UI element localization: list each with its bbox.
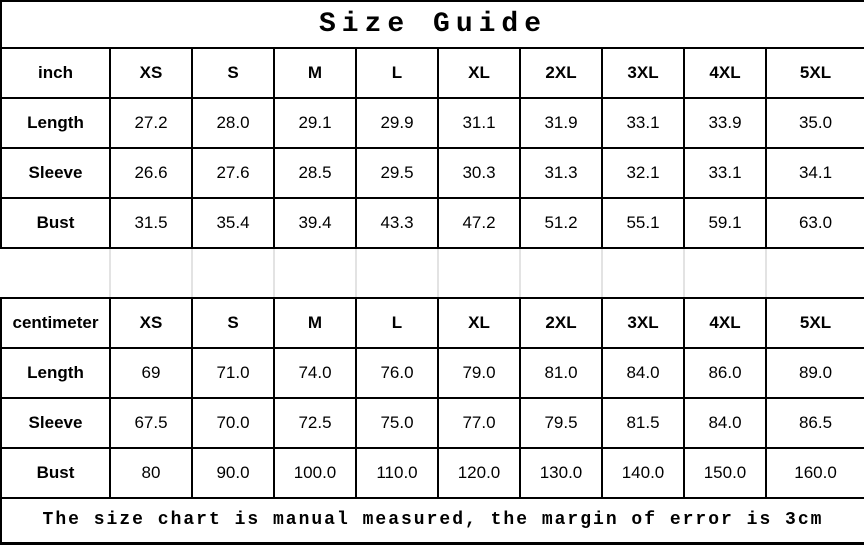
size-header-2xl: 2XL	[520, 298, 602, 348]
spacer-cell	[356, 248, 438, 298]
cm-header-row	[1, 298, 864, 348]
value-cell: 110.0	[356, 448, 438, 498]
spacer-cell	[274, 248, 356, 298]
row-label: Length	[1, 98, 110, 148]
value-cell: 89.0	[766, 348, 864, 398]
value-cell: 86.5	[766, 398, 864, 448]
value-cell: 81.5	[602, 398, 684, 448]
value-cell: 33.1	[684, 148, 766, 198]
size-header-4xl: 4XL	[684, 48, 766, 98]
value-cell: 29.5	[356, 148, 438, 198]
footer-note: The size chart is manual measured, the margin of error is 3cm	[1, 498, 864, 543]
size-header-m: M	[274, 48, 356, 98]
value-cell: 86.0	[684, 348, 766, 398]
size-header-s: S	[192, 48, 274, 98]
value-cell: 90.0	[192, 448, 274, 498]
spacer-cell	[684, 248, 766, 298]
row-label: Bust	[1, 448, 110, 498]
size-header-3xl: 3XL	[602, 48, 684, 98]
value-cell: 29.9	[356, 98, 438, 148]
spacer-cell	[438, 248, 520, 298]
value-cell: 79.5	[520, 398, 602, 448]
table-row-cm-length	[1, 348, 864, 398]
value-cell: 79.0	[438, 348, 520, 398]
value-cell: 30.3	[438, 148, 520, 198]
spacer-cell	[766, 248, 864, 298]
value-cell: 59.1	[684, 198, 766, 248]
value-cell: 33.1	[602, 98, 684, 148]
size-header-xl: XL	[438, 48, 520, 98]
value-cell: 120.0	[438, 448, 520, 498]
value-cell: 130.0	[520, 448, 602, 498]
value-cell: 33.9	[684, 98, 766, 148]
spacer-cell	[1, 248, 110, 298]
value-cell: 55.1	[602, 198, 684, 248]
page-title: Size Guide	[1, 1, 864, 48]
size-header-2xl: 2XL	[520, 48, 602, 98]
value-cell: 43.3	[356, 198, 438, 248]
value-cell: 69	[110, 348, 192, 398]
value-cell: 150.0	[684, 448, 766, 498]
value-cell: 76.0	[356, 348, 438, 398]
size-header-s: S	[192, 298, 274, 348]
size-header-5xl: 5XL	[766, 48, 864, 98]
value-cell: 84.0	[602, 348, 684, 398]
value-cell: 31.9	[520, 98, 602, 148]
value-cell: 35.4	[192, 198, 274, 248]
value-cell: 80	[110, 448, 192, 498]
table-row-inch-bust	[1, 198, 864, 248]
value-cell: 29.1	[274, 98, 356, 148]
size-header-5xl: 5XL	[766, 298, 864, 348]
value-cell: 71.0	[192, 348, 274, 398]
size-header-xs: XS	[110, 48, 192, 98]
value-cell: 31.1	[438, 98, 520, 148]
unit-label-centimeter: centimeter	[1, 298, 110, 348]
value-cell: 28.5	[274, 148, 356, 198]
row-label: Bust	[1, 198, 110, 248]
spacer-cell	[520, 248, 602, 298]
value-cell: 35.0	[766, 98, 864, 148]
value-cell: 72.5	[274, 398, 356, 448]
value-cell: 74.0	[274, 348, 356, 398]
size-header-xs: XS	[110, 298, 192, 348]
value-cell: 84.0	[684, 398, 766, 448]
row-label: Length	[1, 348, 110, 398]
value-cell: 28.0	[192, 98, 274, 148]
value-cell: 26.6	[110, 148, 192, 198]
value-cell: 47.2	[438, 198, 520, 248]
size-header-l: L	[356, 48, 438, 98]
table-row-inch-length	[1, 98, 864, 148]
inch-header-row	[1, 48, 864, 98]
value-cell: 27.2	[110, 98, 192, 148]
value-cell: 75.0	[356, 398, 438, 448]
value-cell: 100.0	[274, 448, 356, 498]
spacer-cell	[110, 248, 192, 298]
size-header-l: L	[356, 298, 438, 348]
value-cell: 160.0	[766, 448, 864, 498]
value-cell: 67.5	[110, 398, 192, 448]
value-cell: 27.6	[192, 148, 274, 198]
value-cell: 77.0	[438, 398, 520, 448]
size-header-3xl: 3XL	[602, 298, 684, 348]
value-cell: 70.0	[192, 398, 274, 448]
value-cell: 31.3	[520, 148, 602, 198]
row-label: Sleeve	[1, 148, 110, 198]
value-cell: 32.1	[602, 148, 684, 198]
footer-row	[1, 498, 864, 543]
table-row-cm-sleeve	[1, 398, 864, 448]
row-label: Sleeve	[1, 398, 110, 448]
size-header-m: M	[274, 298, 356, 348]
value-cell: 63.0	[766, 198, 864, 248]
unit-label-inch: inch	[1, 48, 110, 98]
value-cell: 81.0	[520, 348, 602, 398]
spacer-cell	[192, 248, 274, 298]
title-row	[1, 1, 864, 48]
value-cell: 31.5	[110, 198, 192, 248]
table-row-inch-sleeve	[1, 148, 864, 198]
value-cell: 51.2	[520, 198, 602, 248]
value-cell: 39.4	[274, 198, 356, 248]
size-header-4xl: 4XL	[684, 298, 766, 348]
table-row-cm-bust	[1, 448, 864, 498]
spacer-row	[1, 248, 864, 298]
value-cell: 34.1	[766, 148, 864, 198]
size-header-xl: XL	[438, 298, 520, 348]
spacer-cell	[602, 248, 684, 298]
value-cell: 140.0	[602, 448, 684, 498]
